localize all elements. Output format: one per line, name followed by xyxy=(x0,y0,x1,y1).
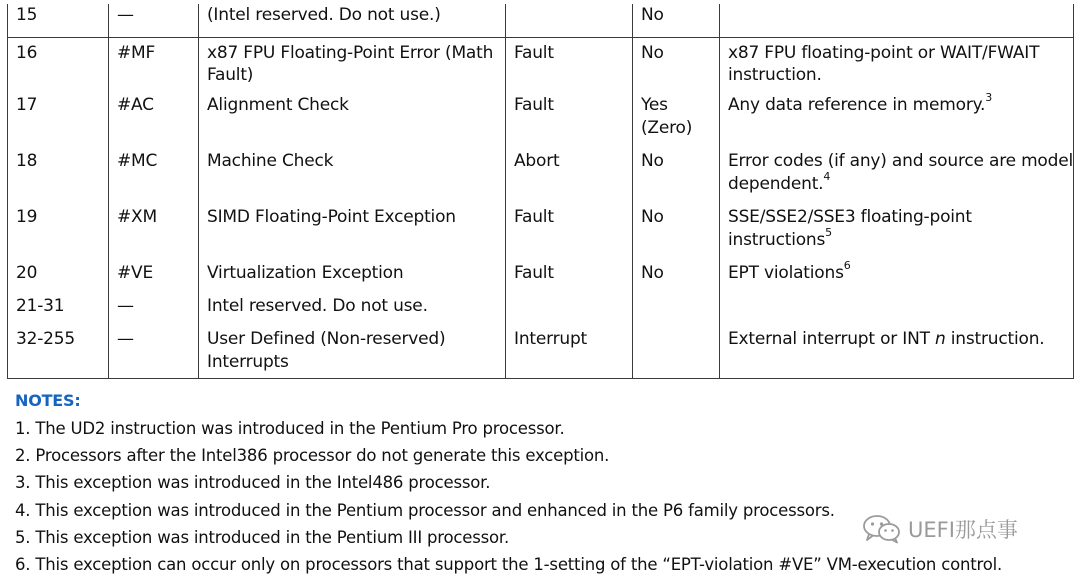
source-cell xyxy=(720,91,1074,150)
note-item: 4. This exception was introduced in the Pentium processor and enhanced in the P6 family processors. xyxy=(15,500,835,520)
type-cell: Fault xyxy=(506,37,633,94)
error-code-cell: No xyxy=(633,206,720,262)
source-text: Any data reference in memory. xyxy=(728,95,986,115)
description-cell: Virtualization Exception xyxy=(199,262,506,295)
footnote-ref: 5 xyxy=(825,225,832,239)
vector-cell: 20 xyxy=(8,262,109,295)
source-cell: x87 FPU floating-point or WAIT/FWAIT instruction. xyxy=(720,37,1074,94)
mnemonic-cell: #MC xyxy=(109,150,199,206)
description-cell: Alignment Check xyxy=(199,94,506,150)
error-code-cell: No xyxy=(633,4,720,37)
source-cell xyxy=(720,150,1074,206)
mnemonic-cell: #AC xyxy=(109,94,199,150)
watermark-text: UEFI那点事 xyxy=(908,518,1018,542)
source-text: Error codes (if any) and source are model dependent. xyxy=(728,151,1074,194)
error-code-cell xyxy=(633,328,720,378)
table-row xyxy=(8,328,1074,378)
table-row xyxy=(8,206,1074,262)
description-cell: SIMD Floating-Point Exception xyxy=(199,206,506,262)
note-item: 5. This exception was introduced in the Pentium III processor. xyxy=(15,527,510,547)
type-cell: Fault xyxy=(506,94,633,150)
table-row xyxy=(8,262,1074,295)
type-cell: Fault xyxy=(506,206,633,262)
note-item: 2. Processors after the Intel386 processor do not generate this exception. xyxy=(15,446,610,466)
description-cell: Machine Check xyxy=(199,150,506,206)
source-cell xyxy=(720,206,1074,262)
table-row xyxy=(8,94,1074,150)
note-item: 6. This exception can occur only on processors that support the 1-setting of the “EPT-violation #VE” VM-execution control. xyxy=(15,554,1003,574)
error-code-cell xyxy=(633,295,720,328)
exception-table xyxy=(7,4,1074,379)
error-code-cell: No xyxy=(633,262,720,295)
notes-title: NOTES: xyxy=(15,391,81,410)
watermark xyxy=(862,512,1018,546)
vector-cell: 17 xyxy=(8,94,109,150)
type-cell: Interrupt xyxy=(506,328,633,378)
table-row xyxy=(8,295,1074,328)
type-cell: Abort xyxy=(506,150,633,206)
source-text-end: instruction. xyxy=(945,329,1045,349)
source-text: SSE/SSE2/SSE3 floating-point instructions xyxy=(728,207,972,250)
mnemonic-cell: — xyxy=(109,4,199,37)
mnemonic-cell: — xyxy=(109,328,199,378)
description-cell: (Intel reserved. Do not use.) xyxy=(199,4,506,37)
type-cell xyxy=(506,4,633,37)
vector-cell: 19 xyxy=(8,206,109,262)
table-row xyxy=(8,150,1074,206)
description-cell: x87 FPU Floating-Point Error (Math Fault) xyxy=(199,37,506,94)
source-variable: n xyxy=(935,329,946,349)
mnemonic-cell: #XM xyxy=(109,206,199,262)
vector-cell: 16 xyxy=(8,37,109,94)
source-cell xyxy=(720,295,1074,328)
vector-cell: 32-255 xyxy=(8,328,109,378)
source-cell xyxy=(720,4,1074,37)
mnemonic-cell: #VE xyxy=(109,262,199,295)
vector-cell: 21-31 xyxy=(8,295,109,328)
footnote-ref: 3 xyxy=(985,91,993,105)
footnote-ref: 6 xyxy=(843,259,851,273)
error-code-cell: No xyxy=(633,150,720,206)
mnemonic-cell: #MF xyxy=(109,37,199,94)
source-cell xyxy=(720,328,1074,378)
notes-section xyxy=(15,389,1075,578)
error-code-cell: Yes (Zero) xyxy=(633,94,720,150)
source-text: External interrupt or INT xyxy=(728,329,935,349)
error-code-cell: No xyxy=(633,37,720,94)
mnemonic-cell: — xyxy=(109,295,199,328)
source-text: EPT violations xyxy=(728,263,844,283)
type-cell xyxy=(506,295,633,328)
vector-cell: 18 xyxy=(8,150,109,206)
table-row xyxy=(8,4,1074,37)
source-cell xyxy=(720,259,1074,295)
description-cell: Intel reserved. Do not use. xyxy=(199,295,506,328)
type-cell: Fault xyxy=(506,262,633,295)
note-item: 1. The UD2 instruction was introduced in the Pentium Pro processor. xyxy=(15,419,565,438)
wechat-icon xyxy=(862,514,902,544)
note-item: 3. This exception was introduced in the Intel486 processor. xyxy=(15,473,491,493)
vector-cell: 15 xyxy=(8,4,109,37)
description-cell: User Defined (Non-reserved) Interrupts xyxy=(199,328,506,378)
table-row xyxy=(8,37,1074,94)
footnote-ref: 4 xyxy=(823,169,831,183)
